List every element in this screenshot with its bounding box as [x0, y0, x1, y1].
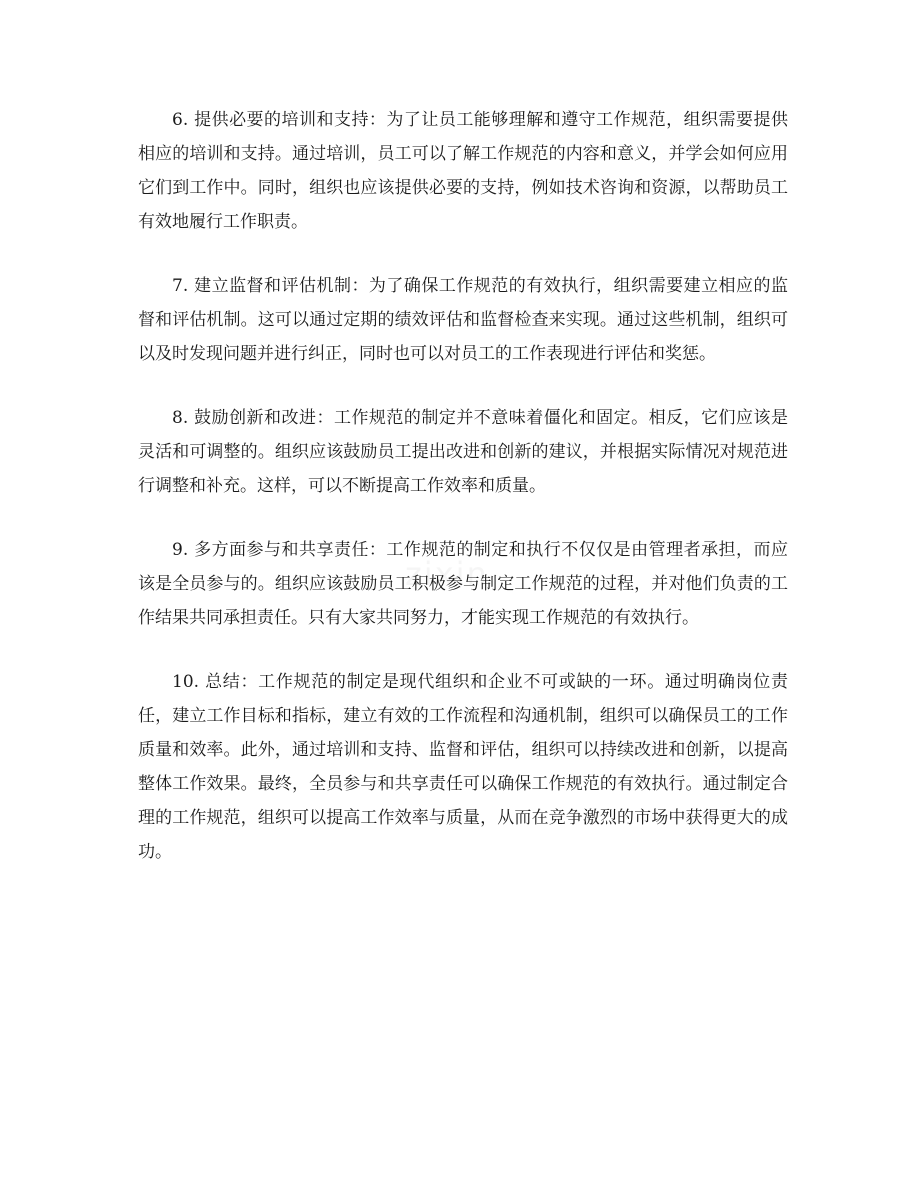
paragraph-7-supervision-evaluation: 7. 建立监督和评估机制：为了确保工作规范的有效执行，组织需要建立相应的监督和评估机制。这可以通过定期的绩效评估和监督检查来实现。通过这些机制，组织可以及时发现问题并进行纠正，同时也可以对员工的工作表现进行评估和奖惩。: [138, 276, 788, 364]
watermark: [405, 555, 489, 593]
paragraph-6-training-support: 6. 提供必要的培训和支持：为了让员工能够理解和遵守工作规范，组织需要提供相应的培训和支持。通过培训，员工可以了解工作规范的内容和意义，并学会如何应用它们到工作中。同时，组织也应该提供必要的支持，例如技术咨询和资源，以帮助员工有效地履行工作职责。: [138, 110, 788, 232]
paragraph-8-innovation-improvement: 8. 鼓励创新和改进：工作规范的制定并不意味着僵化和固定。相反，它们应该是灵活和可调整的。组织应该鼓励员工提出改进和创新的建议，并根据实际情况对规范进行调整和补充。这样，可以不断提高工作效率和质量。: [138, 408, 788, 496]
paragraph-9-shared-responsibility: 9. 多方面参与和共享责任：工作规范的制定和执行不仅仅是由管理者承担，而应该是全员参与的。组织应该鼓励员工积极参与制定工作规范的过程，并对他们负责的工作结果共同承担责任。只有大家共同努力，才能实现工作规范的有效执行。: [138, 540, 788, 628]
paragraph-10-summary: 10. 总结：工作规范的制定是现代组织和企业不可或缺的一环。通过明确岗位责任，建立工作目标和指标，建立有效的工作流程和沟通机制，组织可以确保员工的工作质量和效率。此外，通过培训和支持、监督和评估，组织可以持续改进和创新，以提高整体工作效果。最终，全员参与和共享责任可以确保工作规范的有效执行。通过制定合理的工作规范，组织可以提高工作效率与质量，从而在竞争激烈的市场中获得更大的成功。: [138, 672, 788, 862]
document-body: [138, 103, 788, 899]
